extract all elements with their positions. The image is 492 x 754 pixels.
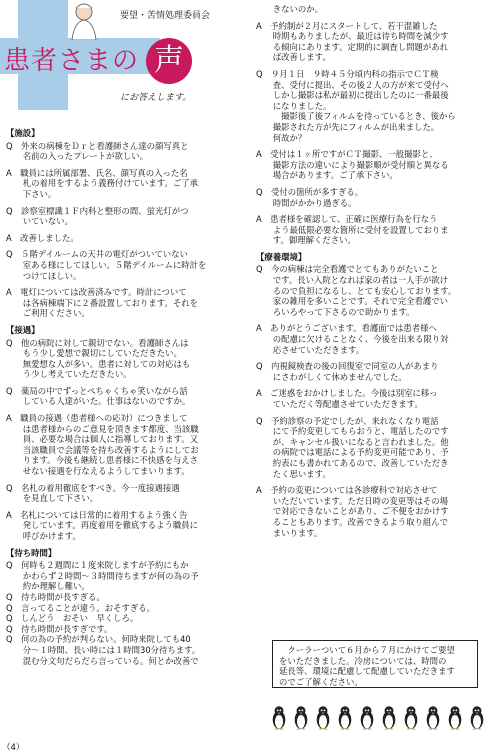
qa-paragraph: A 職員には所属部署、氏名、顔写真の入った名 札の着用をするよう義務付けています。ご了承 下さい。 xyxy=(6,167,198,199)
section-heading: 【待ち時間】 xyxy=(6,547,57,558)
penguin-icon xyxy=(424,704,442,732)
qa-paragraph: Q 今の病棟は完全看護でとてもありがたいこと です。長い入院となれば家の者は一人手が欲け るので負担になるし、とても安心しております。 家の雑用を多いことです。それで完全看護でい ろいろやって下さるので助かります。 xyxy=(256,264,457,317)
qa-paragraph: Q 診察室標識１Ｆ内科と整形の間、蛍光灯がつ いていない。 xyxy=(6,205,189,227)
qa-paragraph: Q 他の病院に対して親切でない。看護師さんは もう少し愛想で親切にしていただきたい。 無愛想な人が多い。患者に対しての対応はも う少し考えていただきたい。 xyxy=(6,337,191,380)
penguin-icon xyxy=(380,704,398,732)
qa-paragraph: A 改善しました。 xyxy=(6,232,79,243)
committee-name: 要望・苦情処理委員会 xyxy=(120,11,211,21)
nurse-illustration-icon xyxy=(58,0,110,40)
notice-box xyxy=(272,640,478,688)
penguin-icon xyxy=(446,704,464,732)
qa-paragraph: A 受付は１ヶ所ですがＣＴ撮影、一般撮影と、 撮影方法の違いにより撮影順が受付順と異なる 場合があります。ご了承下さい。 xyxy=(256,149,449,181)
page-title: 患者さまの xyxy=(4,46,140,76)
header xyxy=(0,0,250,118)
penguin-icon xyxy=(402,704,420,732)
qa-paragraph: A ご迷惑をおかけしました。今後は別室に移っ ていただく等配慮させていただきます。 xyxy=(256,388,438,409)
right-column xyxy=(256,4,486,544)
qa-paragraph: Q ９月１日 ９時４５分頃内科の指示でＣＴ検 査、受付に提出、その後２人の方が来て受付へ しかし撮影は私が最初に提出したのに一番最後 になりました。 撮影後了後フィルムを待っているとき、後から 撮影された方が先にフィルムが出来ました。 何故か？ xyxy=(256,68,456,143)
qa-paragraph: Q 内視鏡検査の後の回復室で同室の人があまり にさわがしくて休めませんでした。 xyxy=(256,361,439,382)
qa-paragraph: A 予約の変更については各診療科で対応させて いただいています。ただ日時の変更等はその場 で対応できないことがあり、ご不便をおかけす ることもあります。改善できるよう取り組んで まいります。 xyxy=(256,485,449,538)
penguin-icon xyxy=(468,704,486,732)
left-column xyxy=(6,126,238,672)
notice-text: クーラーついて６月から７月にかけてご要望 をいただきました。冷房については、時間の 延長等、環境に配慮して配慮していただきます のでご了解ください。 xyxy=(279,645,455,687)
penguin-row xyxy=(270,704,486,734)
qa-paragraph: A ありがとうございます。看護面では患者様へ の配慮に欠けることなく、今後を出来る限り対 応させていただきます。 xyxy=(256,323,449,355)
qa-paragraph: A 電灯については改善済みです。時計について は各病棟端下に２番設置しております。それを ご利用ください。 xyxy=(6,287,198,319)
penguin-icon xyxy=(336,704,354,732)
section-heading: 【療養環境】 xyxy=(256,251,307,262)
qa-paragraph: Q 名札の着用徹底をすべき。今一度接遇接遇 を見直して下さい。 xyxy=(6,482,180,504)
penguin-icon xyxy=(314,704,332,732)
qa-paragraph: Q ５階デイルームの天井の電灯がついていない 室ある様にしてほしい。５階デイルームに時計を つけてほしい。 xyxy=(6,249,207,281)
qa-paragraph: A 名札については日常的に着用するよう強く告 発しています。再度着用を徹底するよう職員に 呼びかけます。 xyxy=(6,509,198,541)
qa-paragraph: Q 薬局の中でずっとぺちゃくちゃ笑いながら話 している人達がいた。仕事はないのですか。 xyxy=(6,385,191,407)
penguin-icon xyxy=(270,704,288,732)
qa-paragraph: Q 何時も２週間に１度来院しますが予約にもか かわらず２時間～３時間待ちますが何の為の予 約か理解し難い。 Q 待ち時間が長すぎる。 Q 言ってることが違う。おそすぎる。 Q しんどう おそい 早くしろ。 Q 待ち時間が長すぎです。 Q 何の為の予約が判らない。何時来院しても40 分～１時間、長い時には１時間30分待ちます。 混む分文句だらだら言っている。何とか改善で xyxy=(6,560,201,666)
penguin-icon xyxy=(292,704,310,732)
section-heading: 【施設】 xyxy=(6,128,40,138)
penguin-icon xyxy=(358,704,376,732)
qa-paragraph: きないのか。 xyxy=(256,4,323,14)
section-heading: 【接遇】 xyxy=(6,324,40,335)
qa-paragraph: A 予約制が２月にスタートして、若干混雑した 時期もありましたが、最近は待ち時間を減少す る傾向にあります。定期的に調査し問題があれ ば改善します。 xyxy=(256,20,449,63)
page-number: （4） xyxy=(2,743,25,753)
qa-paragraph: Q 受付の箇所が多すぎる。 時間がかかり過ぎる。 xyxy=(256,186,364,208)
page-subtitle: にお答えします。 xyxy=(120,93,192,103)
voice-badge: 声 xyxy=(146,38,192,84)
qa-paragraph: Q 予約診察の予定でしたが、来れなくなり電話 にて予約変更してもらおうと、電話したのです が、キャンセル扱いになると言われました。他 の病院では電話による予約変更可能であり、予 約表にも書かれてあるので、改善していただき たく思います。 xyxy=(256,415,449,479)
qa-paragraph: A 患者様を確認して、正確に医療行為を行なう よう最低限必要な箇所に受付を設置しておりま す。御理解ください。 xyxy=(256,214,449,246)
qa-paragraph: A 職員の接遇（患者様への応対）につきまして は患者様からのご意見を頂きます都度、当該職 員、必要な場合は個人に指導しております。又 当該職員で会議等を持ち改善するようにしてお ります。今後も継続し患者様に不快感を与えさ せない接遇を行なえるようしてまいります。 xyxy=(6,413,199,477)
qa-paragraph: Q 外来の病棟をＤｒと看護師さん達の顔写真と 名前の入ったプレートが欲しい。 xyxy=(6,140,189,162)
